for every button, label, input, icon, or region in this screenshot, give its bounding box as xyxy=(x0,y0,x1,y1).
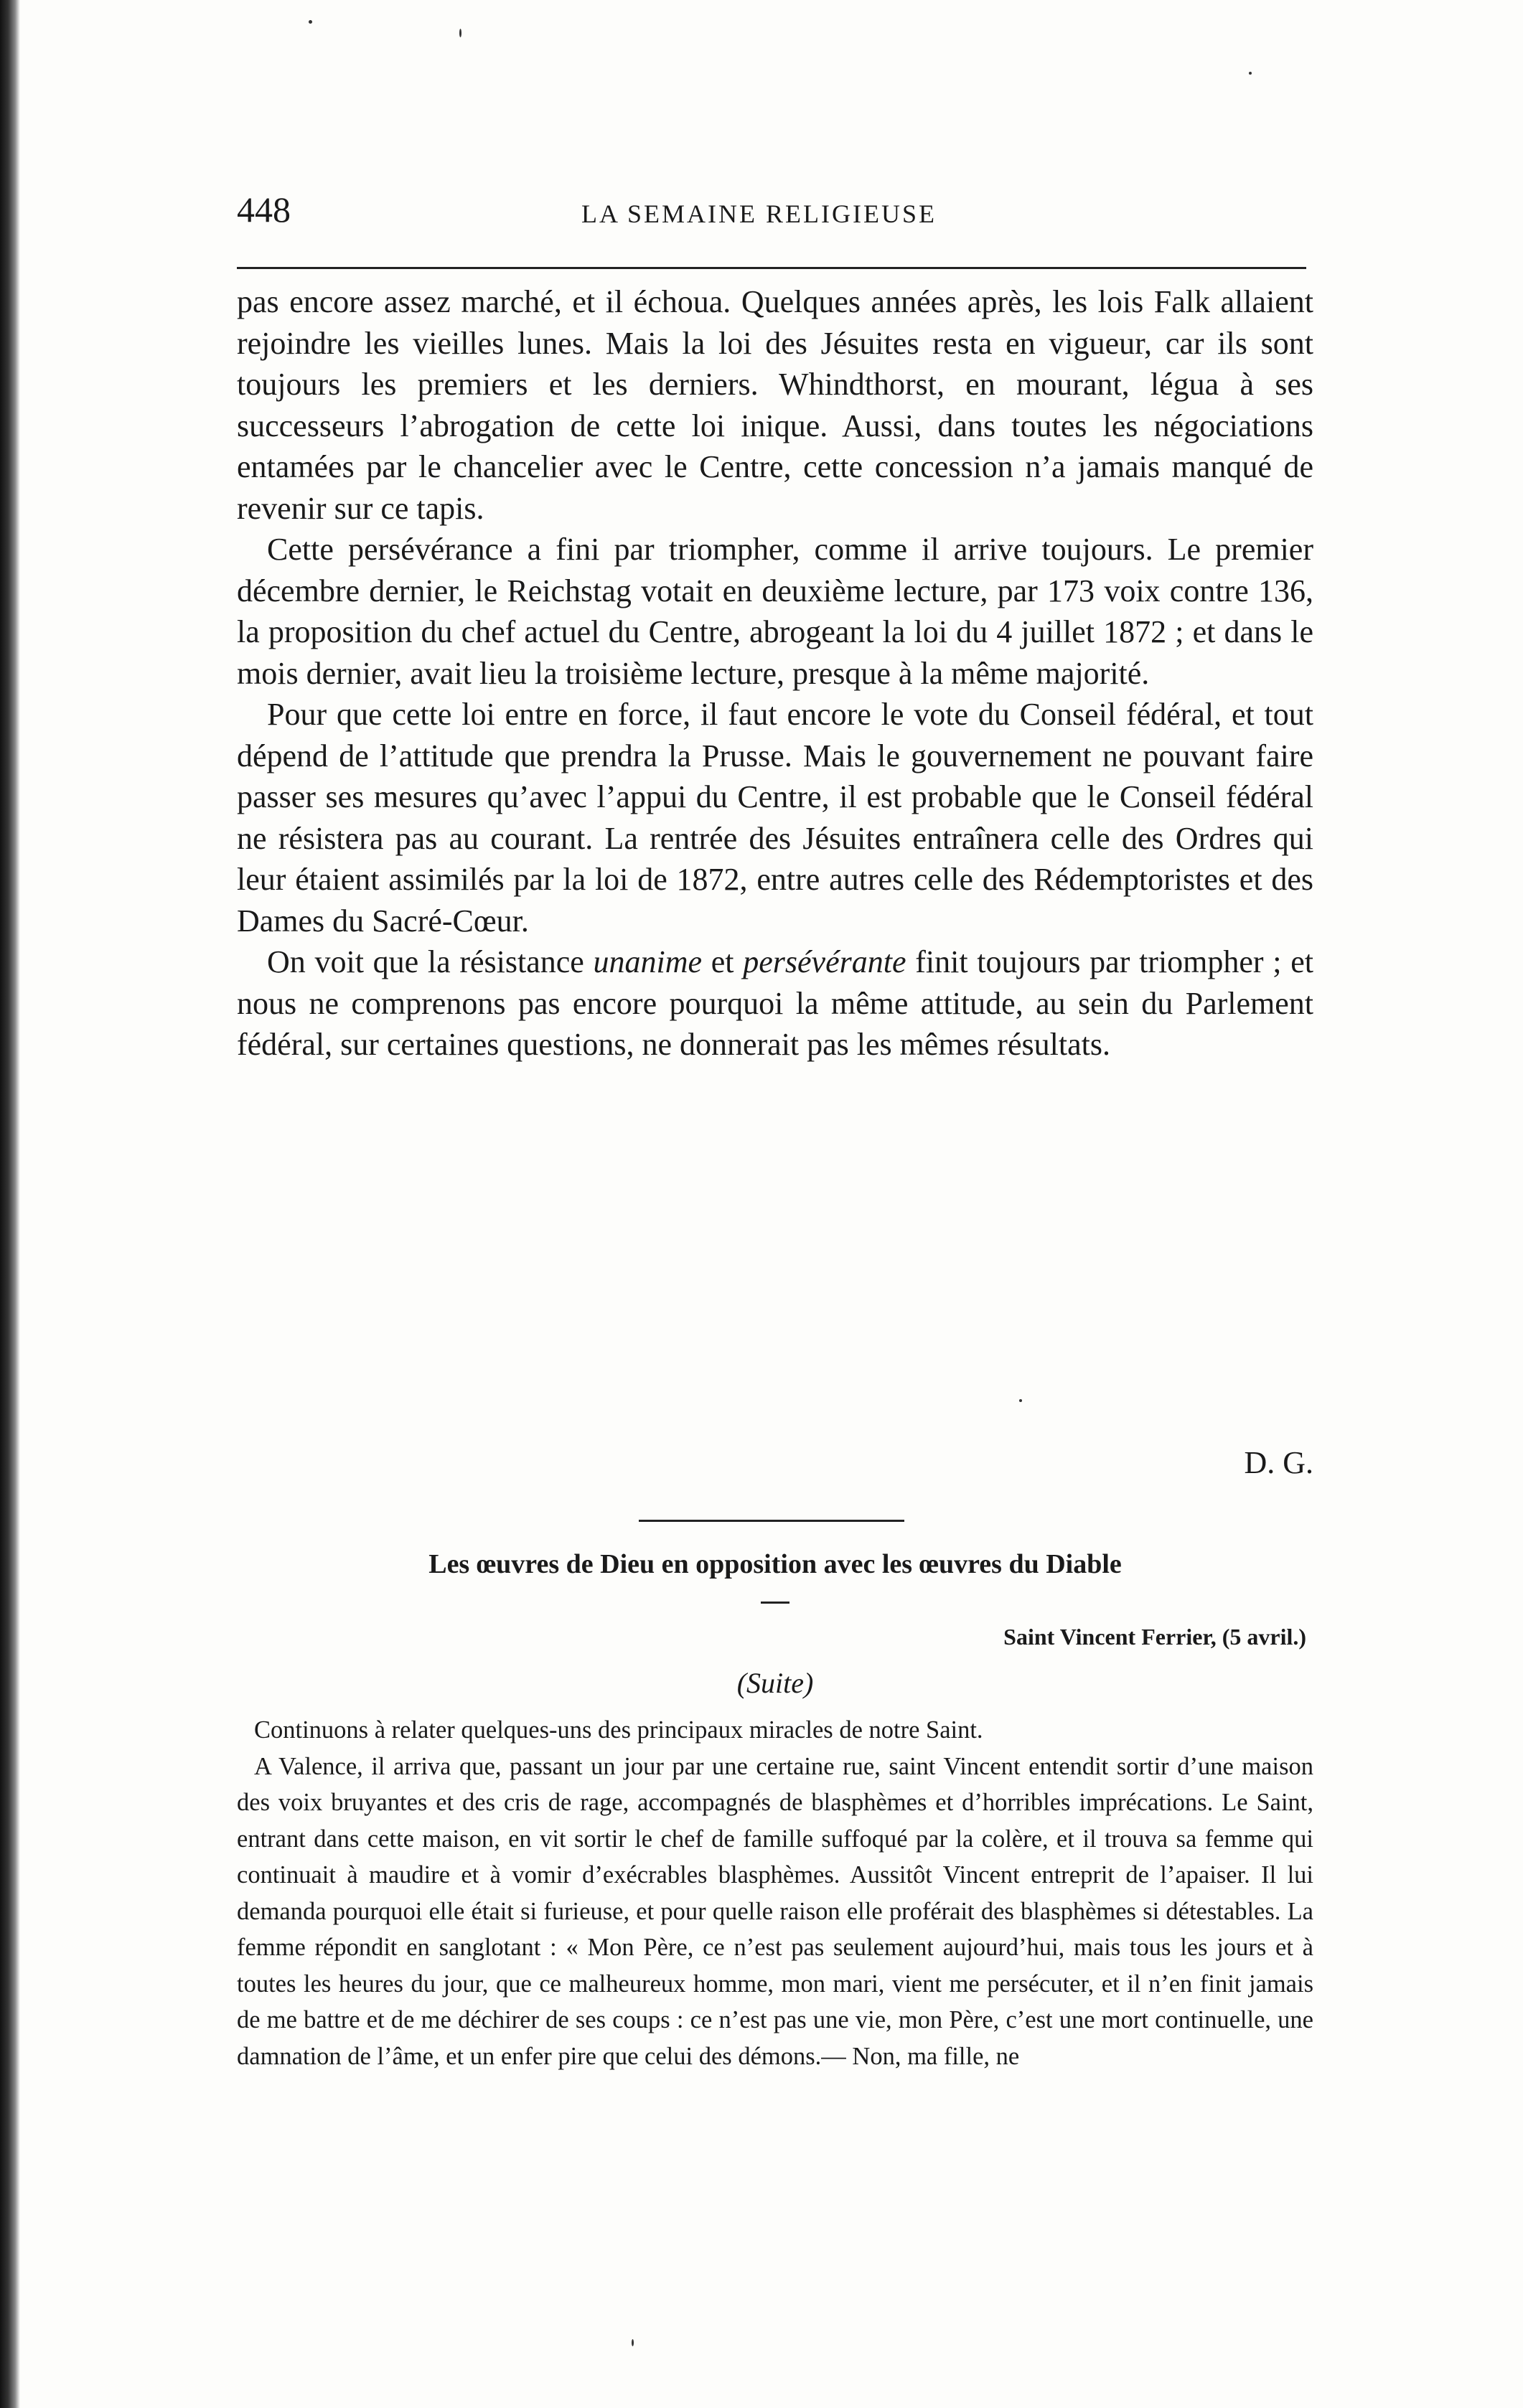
text-run: On voit que la résistance xyxy=(267,944,594,979)
story-paragraph: A Valence, il arriva que, passant un jour par une certaine rue, saint Vincent entendit sortir d’une maison des voix bruyantes et des cris de rage, accompagnés de blasphèmes et d’horribles imprécations. Le Saint, entrant dans cette maison, en vit sortir le chef de famille suffoqué par la colère, et il trouva sa femme qui continuait à maudire et à vomir d’exécrables blasphèmes. Aussitôt Vincent entreprit de l’apaiser. Il lui demanda pourquoi elle était si furieuse, et pour quelle raison elle proférait des blasphèmes si détestables. La femme répondit en sanglotant : « Mon Père, ce n’est pas seulement aujourd’hui, mais tous les jours et à toutes les heures du jour, que ce malheureux homme, mon mari, vient me persécuter, et il n’en finit jamais de me battre et de me déchirer de ses coups : ce n’est pas une vie, mon Père, c’est une mort continuelle, une damnation de l’âme, et un enfer pire que celui des démons.— Non, ma fille, ne xyxy=(237,1752,1313,2070)
continuation-marker: (Suite) xyxy=(736,1667,814,1699)
article-paragraph: Pour que cette loi entre en force, il faut encore le vote du Conseil fédéral, et tout dépend de l’attitude que prendra la Prusse. Mais le gouvernement ne pouvant faire passer ses mesures qu’avec l’appui du Centre, il est probable que le Conseil fédéral ne résistera pas au courant. La rentrée des Jésuites entraînera celle des Ordres qui leur étaient assimilés par la loi de 1872, entre autres celle des Rédemptoristes et des Dames du Sacré-Cœur. xyxy=(237,697,1313,939)
text-run: et xyxy=(702,944,744,979)
article-paragraph: pas encore assez marché, et il échoua. Quelques années après, les lois Falk allaient rejoindre les vieilles lunes. Mais la loi des Jésuites resta en vigueur, car ils sont toujours les premiers et les derniers. Whindthorst, en mourant, légua à ses successeurs l’abrogation de cette loi inique. Aussi, dans toutes les négociations entamées par le chancelier avec le Centre, cette concession n’a jamais manqué de revenir sur ce tapis. xyxy=(237,284,1313,526)
section-title: Les œuvres de Dieu en opposition avec les œuvres du Diable xyxy=(428,1549,1122,1579)
binding-edge-shadow xyxy=(0,0,20,2408)
page-header xyxy=(237,188,1328,231)
scan-speck xyxy=(1019,1399,1022,1402)
story-paragraph: Continuons à relater quelques-uns des principaux miracles de notre Saint. xyxy=(254,1716,983,1744)
article-final-paragraph xyxy=(237,941,1313,1066)
text-run: finit toujours par triompher ; et nous ne comprenons pas encore pourquoi la même attitude, au sein du Parlement fédéral, sur certaines questions, ne donnerait pas les mêmes résultats. xyxy=(237,944,1313,1062)
article-body xyxy=(237,281,1313,1066)
running-title: LA SEMAINE RELIGIEUSE xyxy=(581,199,937,228)
author-signature: D. G. xyxy=(1244,1445,1313,1480)
page-number: 448 xyxy=(237,189,291,230)
article-paragraph: Cette persévérance a fini par triompher, comme il arrive toujours. Le premier décembre dernier, le Reichstag votait en deuxième lecture, par 173 voix contre 136, la proposition du chef actuel du Centre, abrogeant la loi du 4 juillet 1872 ; et dans le mois dernier, avait lieu la troisième lecture, presque à la même majorité. xyxy=(237,532,1313,691)
emphasis-perseverante: persévérante xyxy=(743,944,906,979)
scan-speck xyxy=(459,29,461,37)
scan-speck xyxy=(309,20,312,24)
scan-speck xyxy=(1249,72,1252,75)
title-dash xyxy=(761,1602,789,1604)
emphasis-unanime: unanime xyxy=(593,944,703,979)
header-rule xyxy=(237,267,1306,269)
story-body xyxy=(237,1712,1313,2074)
section-separator-rule xyxy=(639,1520,904,1522)
feast-day: Saint Vincent Ferrier, (5 avril.) xyxy=(1003,1624,1306,1650)
scan-speck xyxy=(632,2339,634,2346)
